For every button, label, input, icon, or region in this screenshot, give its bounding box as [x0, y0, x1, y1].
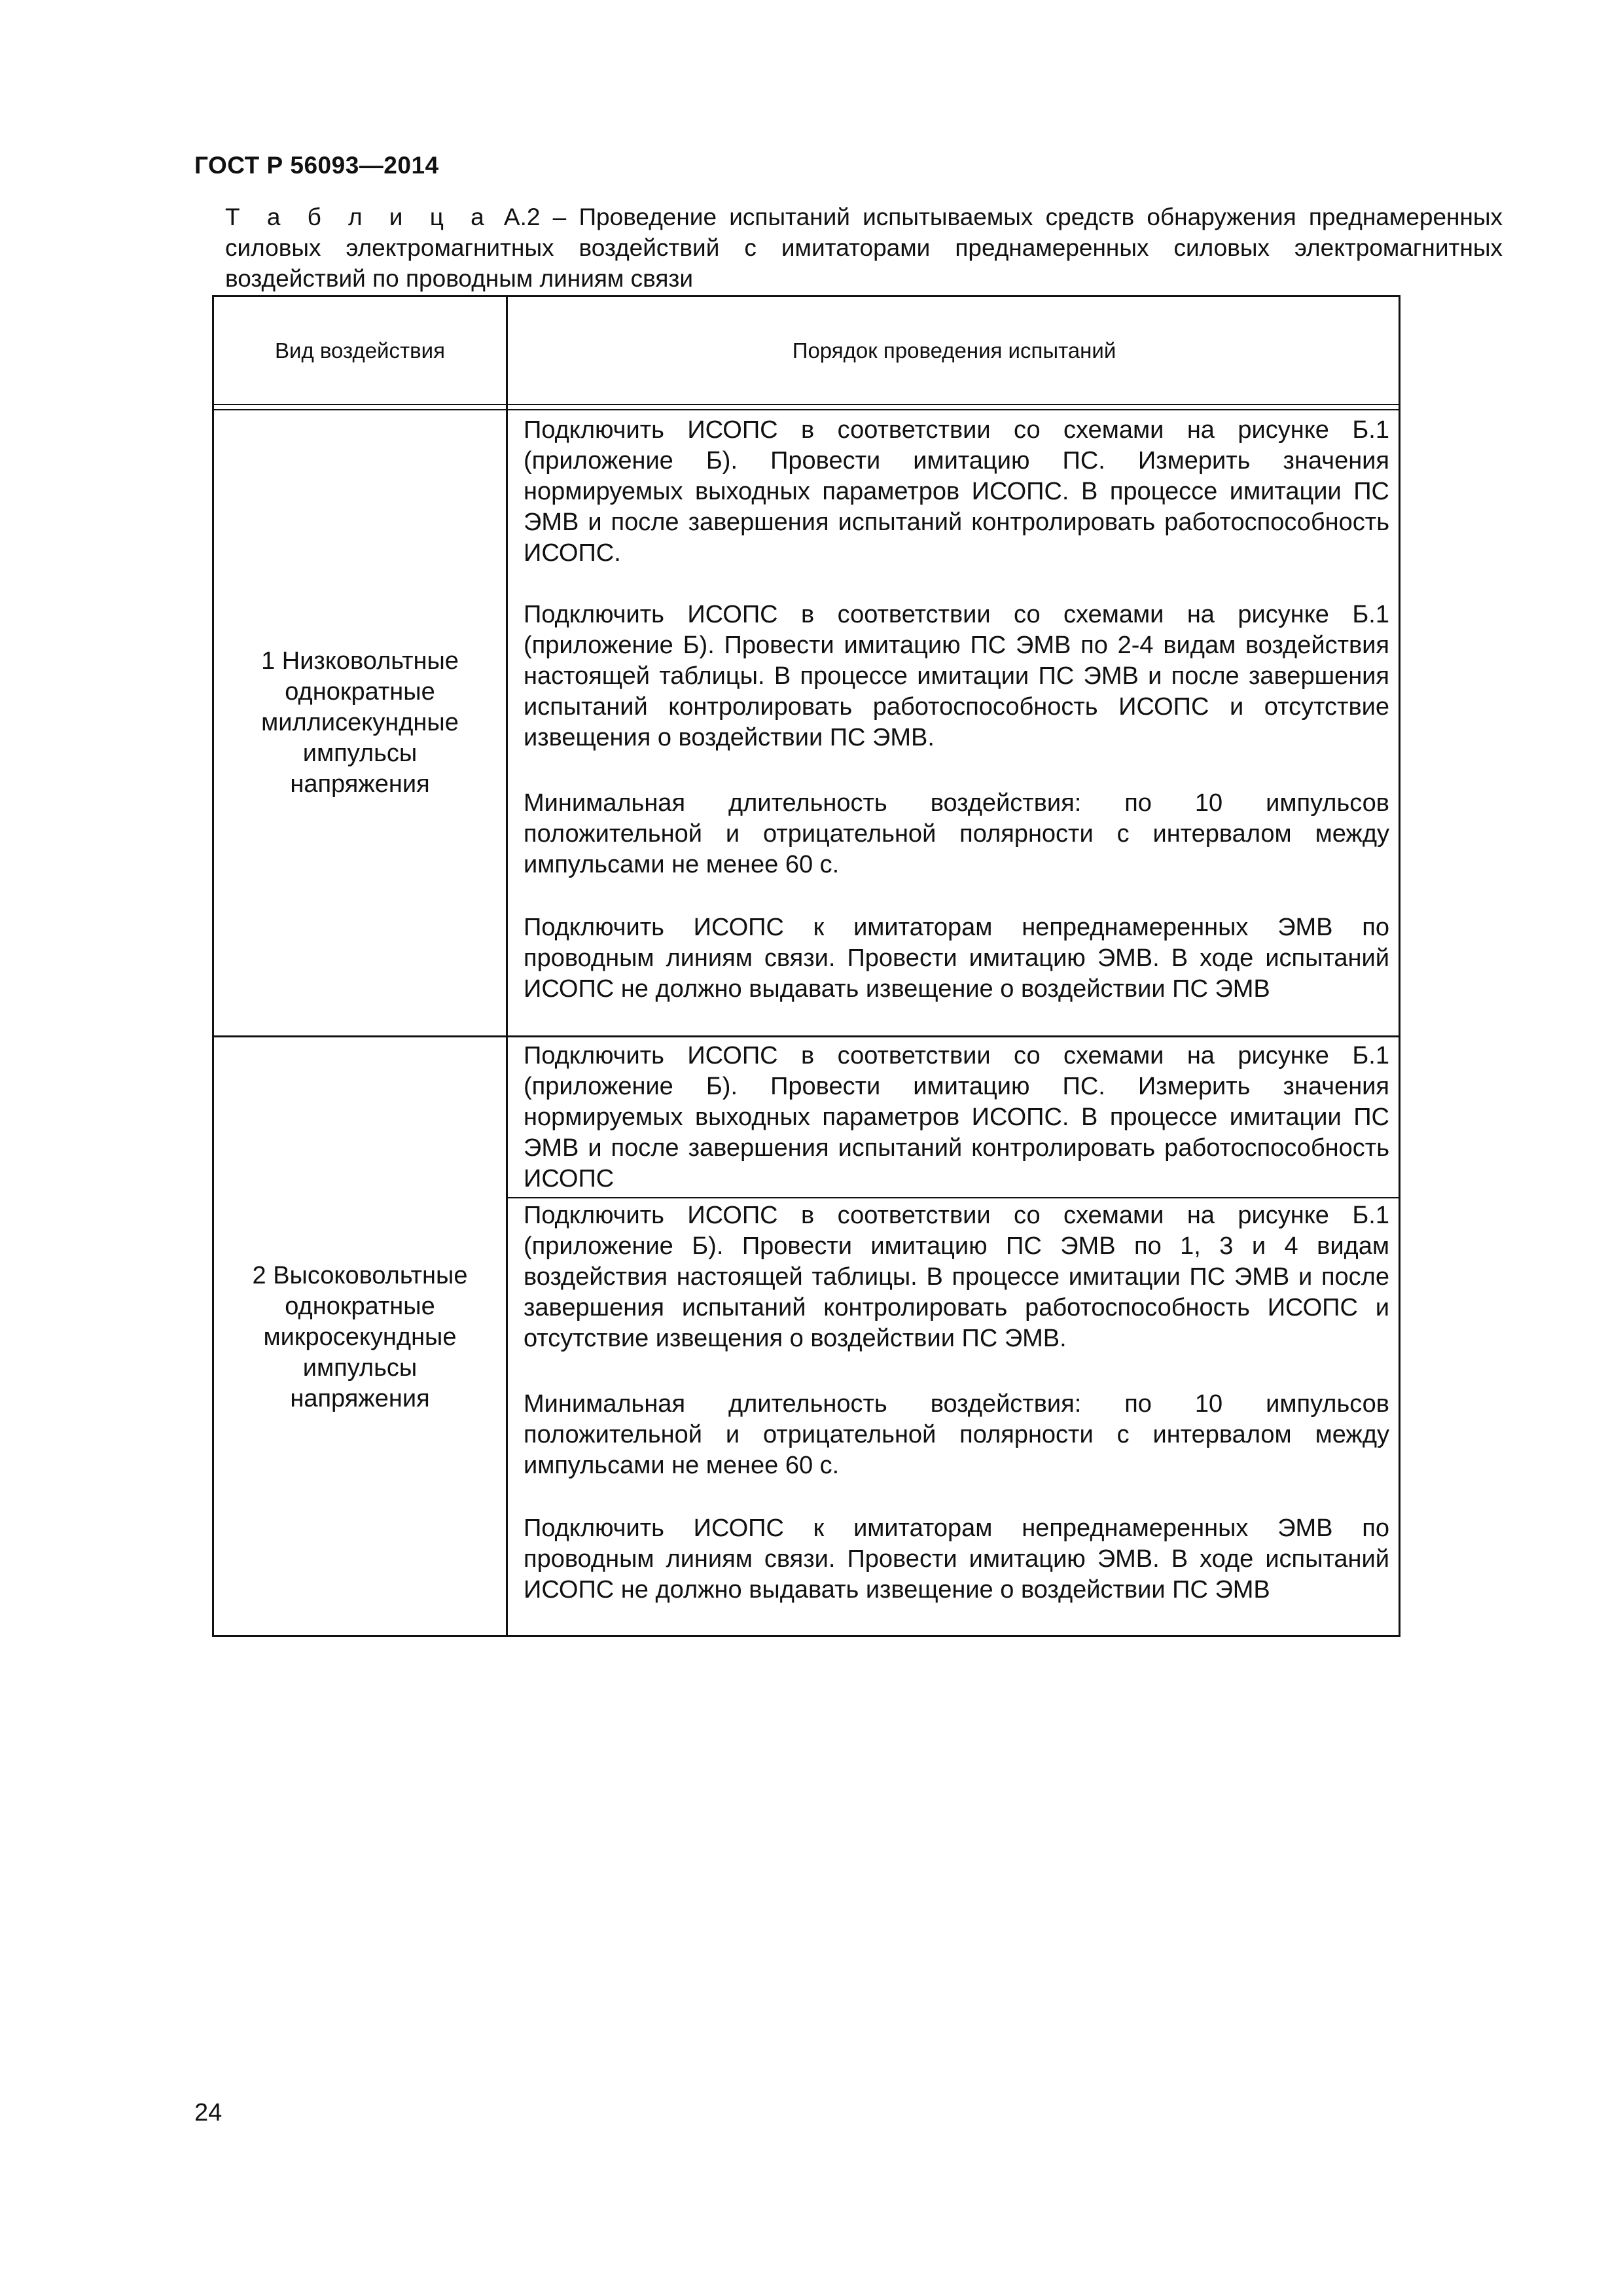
procedure-paragraph: Подключить ИСОПС к имитаторам непреднамеренных ЭМВ по проводным линиям связи. Провести имитацию ЭМВ. В ходе испытаний ИСОПС не должно выдавать извещение о воздействии ПС ЭМВ [524, 1515, 1389, 1604]
header-divider [214, 404, 1399, 405]
procedure-paragraph: Подключить ИСОПС в соответствии со схемами на рисунке Б.1 (приложение Б). Провести имитацию ПС. Измерить значения нормируемых выходных параметров ИСОПС. В процессе имитации ПС ЭМВ и после завершения испытаний контролировать работоспособность ИСОПС [524, 1042, 1389, 1193]
procedure-paragraph: Минимальная длительность воздействия: по 10 импульсов положительной и отрицательной полярности с интервалом между импульсами не менее 60 с. [524, 1390, 1389, 1479]
procedure-divider [508, 1197, 1399, 1198]
impact-type-cell [214, 1037, 506, 1637]
column-divider [506, 297, 508, 1635]
column-header-impact-type: Вид воздействия [275, 338, 445, 363]
impact-type-line: миллисекундные [261, 709, 459, 736]
impact-type-line: импульсы [302, 740, 418, 767]
procedure-paragraph: Подключить ИСОПС в соответствии со схемами на рисунке Б.1 (приложение Б). Провести имитацию ПС. Измерить значения нормируемых выходных параметров ИСОПС. В процессе имитации ПС ЭМВ и после завершения испытаний контролировать работоспособность ИСОПС. [524, 416, 1389, 567]
table-caption [225, 202, 1503, 294]
procedure-paragraph: Подключить ИСОПС к имитаторам непреднамеренных ЭМВ по проводным линиям связи. Провести имитацию ЭМВ. В ходе испытаний ИСОПС не должно выдавать извещение о воздействии ПС ЭМВ [524, 914, 1389, 1003]
procedure-paragraph: Подключить ИСОПС в соответствии со схемами на рисунке Б.1 (приложение Б). Провести имитацию ПС ЭМВ по 1, 3 и 4 видам воздействия настоящей таблицы. В процессе имитации ПС ЭМВ и после завершения испытаний контролировать работоспособность ИСОПС и отсутствие извещения о воздействии ПС ЭМВ. [524, 1202, 1389, 1352]
test-procedure-table [212, 295, 1400, 1637]
procedure-paragraph: Минимальная длительность воздействия: по 10 импульсов положительной и отрицательной полярности с интервалом между импульсами не менее 60 с. [524, 789, 1389, 878]
impact-type-line: напряжения [290, 770, 430, 798]
procedure-paragraph: Подключить ИСОПС в соответствии со схемами на рисунке Б.1 (приложение Б). Провести имитацию ПС ЭМВ по 2-4 видам воздействия настоящей таблицы. В процессе имитации ПС ЭМВ и после завершения испытаний контролировать работоспособность ИСОПС и отсутствие извещения о воздействии ПС ЭМВ. [524, 601, 1389, 751]
impact-type-line: микросекундные [263, 1323, 457, 1351]
page-number: 24 [194, 2099, 223, 2126]
table-caption-text: А.2 – Проведение испытаний испытываемых средств обнаружения преднамеренных силовых электромагнитных воздействий с имитаторами преднамеренных силовых электромагнитных воздействий по проводным линиям связи [225, 204, 1503, 292]
impact-type-line: импульсы [302, 1354, 418, 1382]
column-header-test-procedure: Порядок проведения испытаний [792, 338, 1116, 363]
impact-type-line: 2 Высоковольтные [252, 1261, 468, 1289]
table-caption-prefix: Т а б л и ц а [225, 204, 491, 230]
impact-type-line: однократные [285, 1292, 435, 1320]
impact-type-line: напряжения [290, 1384, 430, 1412]
impact-type-line: 1 Низковольтные [261, 647, 459, 675]
impact-type-line: однократные [285, 678, 435, 706]
impact-type-cell [214, 410, 506, 1035]
document-code: ГОСТ Р 56093—2014 [194, 152, 439, 179]
